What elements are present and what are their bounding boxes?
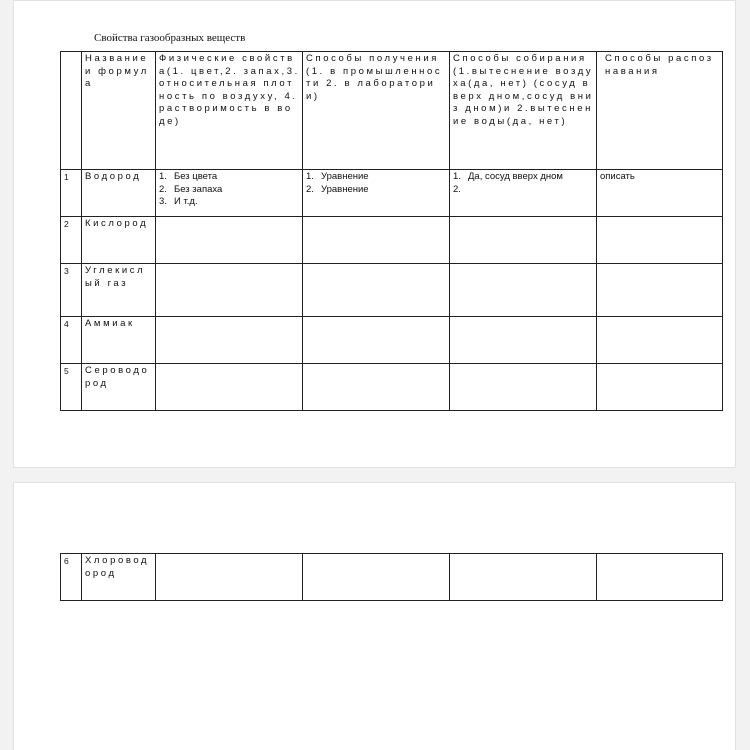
header-number bbox=[61, 52, 82, 170]
list-item-text: Уравнение bbox=[321, 183, 369, 195]
list-item-number: 1. bbox=[453, 171, 461, 182]
list-item bbox=[159, 196, 300, 209]
collecting-methods-cell bbox=[450, 170, 597, 217]
physical-properties-cell bbox=[156, 264, 303, 317]
list-item-number: 2. bbox=[306, 183, 314, 195]
recognition-methods-cell bbox=[597, 364, 723, 411]
recognition-methods-cell bbox=[597, 264, 723, 317]
properties-table-continued bbox=[60, 553, 723, 601]
table-row bbox=[61, 554, 723, 601]
document-page-2 bbox=[13, 482, 736, 750]
substance-name: Кислород bbox=[82, 217, 156, 264]
table-row bbox=[61, 170, 723, 217]
obtaining-methods-cell bbox=[303, 364, 450, 411]
collecting-methods-cell bbox=[450, 364, 597, 411]
list-item-number: 2. bbox=[159, 183, 167, 195]
row-number: 4 bbox=[61, 317, 82, 364]
substance-name: Сероводород bbox=[82, 364, 156, 411]
header-obtaining-methods: Способы получения (1. в промышленности 2. в лаборатории) bbox=[303, 52, 450, 170]
collecting-methods-cell bbox=[450, 554, 597, 601]
table-header-row bbox=[61, 52, 723, 170]
row-number: 1 bbox=[61, 170, 82, 217]
collecting-methods-cell bbox=[450, 217, 597, 264]
physical-properties-cell bbox=[156, 364, 303, 411]
obtaining-methods-cell bbox=[303, 317, 450, 364]
recognition-methods-cell bbox=[597, 217, 723, 264]
list-item-text: Без цвета bbox=[174, 171, 218, 182]
row-number: 2 bbox=[61, 217, 82, 264]
list-item-number: 3. bbox=[159, 196, 167, 207]
header-recognition-methods: Способы распознавания bbox=[597, 52, 723, 170]
recognition-methods-cell bbox=[597, 317, 723, 364]
list-item-number: 2. bbox=[453, 183, 461, 195]
list-item bbox=[306, 184, 447, 197]
list-item-text: Уравнение bbox=[321, 171, 369, 182]
list-item-number: 1. bbox=[159, 171, 167, 182]
header-collecting-methods: Способы собирания (1.вытеснение воздуха(да, нет) (сосуд вверх дном,сосуд вниз дном)и 2.вытеснение воды(да, нет) bbox=[450, 52, 597, 170]
list-item-text: Без запаха bbox=[174, 183, 223, 195]
row-number: 3 bbox=[61, 264, 82, 317]
obtaining-methods-cell bbox=[303, 170, 450, 217]
list-item-text: И т.д. bbox=[174, 196, 198, 207]
row-number: 6 bbox=[61, 554, 82, 601]
list-item-number: 1. bbox=[306, 171, 314, 182]
document-page-1 bbox=[13, 0, 736, 468]
properties-table bbox=[60, 51, 723, 411]
table-row bbox=[61, 364, 723, 411]
list-item bbox=[159, 184, 300, 197]
table-row bbox=[61, 317, 723, 364]
table-row bbox=[61, 217, 723, 264]
list-item-text: Да, сосуд вверх дном bbox=[468, 171, 563, 182]
obtaining-methods-cell bbox=[303, 264, 450, 317]
collecting-methods-cell bbox=[450, 264, 597, 317]
list-item bbox=[453, 171, 594, 184]
obtaining-methods-cell bbox=[303, 554, 450, 601]
header-name-formula: Названиеи формула bbox=[82, 52, 156, 170]
substance-name: Хлороводород bbox=[82, 554, 156, 601]
collecting-methods-cell bbox=[450, 317, 597, 364]
header-physical-properties: Физические свойства(1. цвет,2. запах,3. относительная плотность по воздуху, 4.растворимость в воде) bbox=[156, 52, 303, 170]
substance-name: Углекислый газ bbox=[82, 264, 156, 317]
table-row bbox=[61, 264, 723, 317]
recognition-methods-cell: описать bbox=[597, 170, 723, 217]
list-item bbox=[306, 171, 447, 184]
physical-properties-cell bbox=[156, 217, 303, 264]
list-item bbox=[159, 171, 300, 184]
substance-name: Аммиак bbox=[82, 317, 156, 364]
physical-properties-cell bbox=[156, 317, 303, 364]
physical-properties-cell bbox=[156, 554, 303, 601]
substance-name: Водород bbox=[82, 170, 156, 217]
recognition-methods-cell bbox=[597, 554, 723, 601]
obtaining-methods-cell bbox=[303, 217, 450, 264]
physical-properties-cell bbox=[156, 170, 303, 217]
document-title: Свойства газообразных веществ bbox=[94, 32, 246, 44]
row-number: 5 bbox=[61, 364, 82, 411]
